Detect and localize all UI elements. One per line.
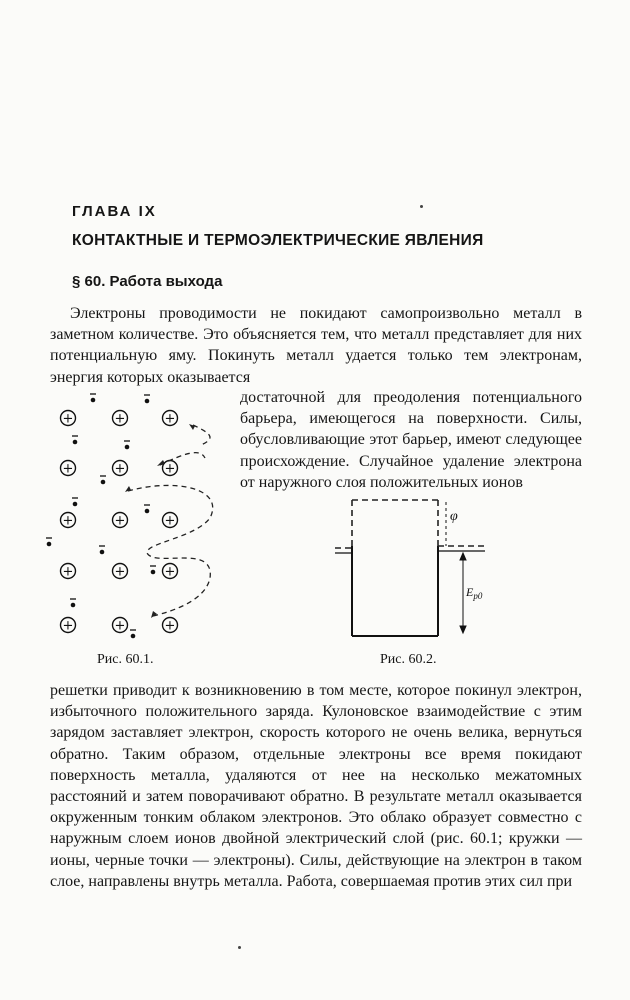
electron-dot xyxy=(73,502,78,507)
figure-60-2 xyxy=(325,488,500,643)
phi-label: φ xyxy=(450,509,458,524)
ion-sign: + xyxy=(62,618,74,634)
electron-dot xyxy=(145,399,150,404)
paragraph-intro: Электроны проводимости не покидают самопроизвольно металл в заметном количестве. Это объясняется тем, что металл представляет для них потенциальную яму. Покинуть металл удается только тем электронам, энергия которых оказывается xyxy=(50,305,582,386)
ion-sign: + xyxy=(62,461,74,477)
ion-sign: + xyxy=(164,564,176,580)
ion-sign: + xyxy=(114,564,126,580)
paragraph-continued: решетки приводит к возникновению в том месте, которое покинул электрон, избыточного положительного заряда. Кулоновское взаимодействие с этим зарядом заставляет электрон, скорость которого не очень велика, вернуться обратно. Таким образом, отдельные электроны все время покидают поверхность металла, удаляются от нее на несколько межатомных расстояний и затем поворачивают обратно. В результате металл оказывается окруженным тонким облаком электронов. Это облако образует совместно с наружным слоем ионов двойной электрический слой (рис. 60.1; кружки — ионы, черные точки — электроны). Силы, действующие на электрон в таком слое, направлены внутрь металла. Работа, совершаемая против этих сил при xyxy=(50,682,582,890)
ion-sign: + xyxy=(164,513,176,529)
ion-sign: + xyxy=(164,618,176,634)
ion-sign: + xyxy=(164,411,176,427)
ion-sign: + xyxy=(114,461,126,477)
ion-sign: + xyxy=(114,513,126,529)
electron-dot xyxy=(47,542,52,547)
electron-dot xyxy=(131,634,136,639)
ion-sign: + xyxy=(114,411,126,427)
well-walls xyxy=(352,546,438,636)
electron-dot xyxy=(145,509,150,514)
ion-sign: + xyxy=(114,618,126,634)
energy-label xyxy=(465,585,483,601)
print-speck xyxy=(420,205,423,208)
arrowheads xyxy=(125,424,195,618)
energy-main: E xyxy=(466,585,474,599)
electron-dot xyxy=(71,603,76,608)
energy-levels xyxy=(335,551,485,553)
ion-lattice xyxy=(61,411,178,634)
electron-dot xyxy=(73,440,78,445)
ion-sign: + xyxy=(62,513,74,529)
energy-subscript: p0 xyxy=(473,591,483,601)
ion-sign: + xyxy=(164,461,176,477)
ion-sign: + xyxy=(62,564,74,580)
figure-60-1-caption: Рис. 60.1. xyxy=(97,652,154,667)
chapter-label: ГЛАВА IX xyxy=(72,203,157,220)
ion-sign: + xyxy=(62,411,74,427)
section-heading: § 60. Работа выхода xyxy=(72,273,223,290)
electron-dot xyxy=(151,570,156,575)
figure-60-2-caption: Рис. 60.2. xyxy=(380,652,437,667)
electron-dot xyxy=(100,550,105,555)
chapter-title: КОНТАКТНЫЕ И ТЕРМОЭЛЕКТРИЧЕСКИЕ ЯВЛЕНИЯ xyxy=(72,232,484,249)
figure-60-1 xyxy=(35,378,235,643)
barrier-outline xyxy=(335,500,485,548)
electron-dot xyxy=(91,398,96,403)
electron-dot xyxy=(125,445,130,450)
paragraph-wrapped: достаточной для преодоления потенциального барьера, имеющегося на поверхности. Силы, обусловливающие этот барьер, имеют следующее происхождение. Случайное удаление электрона от наружного слоя положительных ионов xyxy=(240,389,582,491)
electron-dot xyxy=(101,480,106,485)
print-speck xyxy=(238,946,241,949)
